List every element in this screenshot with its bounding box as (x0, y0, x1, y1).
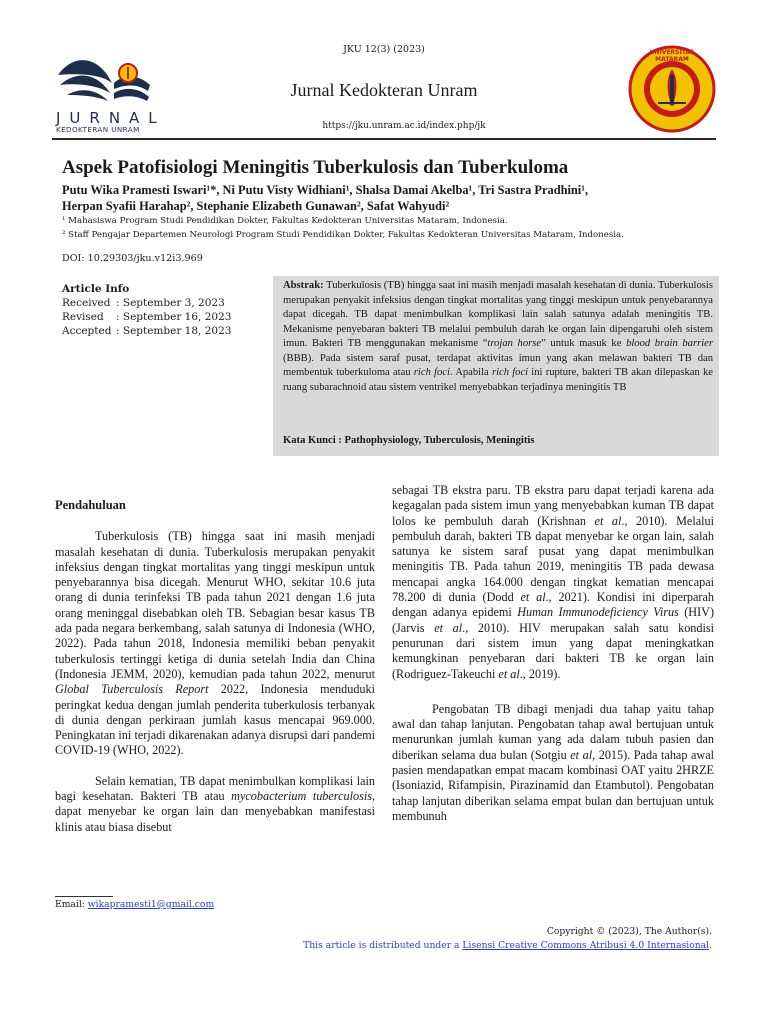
email-link[interactable]: wikapramesti1@gmail.com (87, 899, 215, 910)
logo-word: JURNAL (56, 109, 166, 127)
journal-url[interactable]: https://jku.unram.ac.id/index.php/jk (322, 121, 486, 131)
text-italic: Global Tuberculosis Report (55, 682, 209, 697)
text-italic: et al (520, 590, 546, 605)
abstract-span: ini rupture, bakteri TB akan dilepaskan ke ruang subarachnoid atau sistem ventrikel menyebabkan terjadinya meningitis TB (283, 367, 713, 393)
text-italic: Human Immunodeficiency Virus (517, 605, 679, 620)
seal-text: UNIVERSITAS MATARAM (649, 49, 695, 63)
info-value: : September 3, 2023 (116, 297, 225, 309)
authors-line-2: Herpan Syafii Harahap², Stephanie Elizabeth Gunawan², Safat Wahyudi² (62, 199, 450, 213)
email-label: Email: (55, 899, 88, 910)
article-info-title: Article Info (62, 283, 130, 295)
abstract-italic: blood brain barrier (626, 338, 713, 349)
text-italic: et al (570, 747, 593, 762)
info-received (62, 297, 225, 309)
abstract-italic: rich foci (413, 367, 450, 378)
affiliation-2: ² Staff Pengajar Departemen Neurologi Program Studi Pendidikan Dokter, Fakultas Kedokteran Universitas Mataram, Indonesia. (62, 230, 624, 240)
keywords: Kata Kunci : Pathophysiology, Tuberculosis, Meningitis (283, 435, 535, 446)
info-label: Accepted (62, 325, 112, 337)
paragraph (55, 774, 375, 835)
info-revised (62, 311, 231, 323)
doi[interactable]: DOI: 10.29303/jku.v12i3.969 (62, 253, 203, 264)
info-accepted (62, 325, 231, 337)
corresponding-email (55, 899, 214, 910)
text-span: ., 2010). HIV merupakan salah satu kondisi penurunan dari sistem imun yang dapat meningkatkan kemungkinan penyebaran dari bakteri TB ke organ lain (Rodriguez-Takeuchi (392, 620, 714, 681)
text-span: 2022, Indonesia menduduki peringkat kedua dengan jumlah penderita tuberkulosis terbanyak di dunia dengan perkiraan jumlah kasus mencapai 969.000. Peningkatan ini terjadi dikarenakan adanya disrupsi dari pandemi COVID-19 (WHO, 2022). (55, 682, 375, 758)
text-italic: mycobacterium tuberculosis, (231, 789, 375, 804)
info-label: Revised (62, 311, 104, 323)
body-column-right (392, 483, 714, 839)
text-span: dapat menyebar ke organ lain dan menyebabkan manifestasi klinis atau biasa disebut (55, 804, 375, 834)
journal-title: Jurnal Kedokteran Unram (290, 80, 478, 100)
text-span: ., 2010). Melalui pembuluh darah, bakteri TB dapat menyebar ke organ lain, salah satunya ke sistem saraf pusat yang dapat menimbulkan meningitis TB. Pada tahun 2019, meningitis TB pada dewasa mencapai angka 164.000 dengan tingkat kematian mencapai 78.200 di dunia (Dodd (392, 513, 714, 605)
authors-line-1: Putu Wika Pramesti Iswari¹*, Ni Putu Visty Widhiani¹, Shalsa Damai Akelba¹, Tri Sastra Pradhini¹, (62, 183, 589, 197)
paragraph (392, 702, 714, 824)
header-divider (52, 138, 716, 140)
logo-subword: KEDOKTERAN UNRAM (56, 125, 140, 134)
text-span: Selain kematian, TB dapat menimbulkan komplikasi lain bagi kesehatan. Bakteri TB atau (55, 773, 375, 804)
abstract-span: Tuberkulosis (TB) hingga saat ini masih menjadi masalah kesehatan di dunia. Tuberkulosis merupakan penyakit infeksius dengan tingkat mortalitas yang tinggi meskipun untuk penyebarannya dapat dicegah. TB dapat menimbulkan komplikasi lain salah satunya adalah meningitis TB. Mekanisme penyebaran bakteri TB melalui pembuluh darah ke organ lain dipengaruhi oleh sistem imun. Bakteri TB menggunakan mekanisme “ (283, 280, 713, 349)
abstract-italic: trojan horse (487, 338, 542, 349)
abstract-label: Abstrak: (283, 280, 324, 291)
text-span: ., 2019). (519, 666, 561, 681)
university-seal (628, 45, 716, 133)
license-link[interactable]: Lisensi Creative Commons Atribusi 4.0 Internasional (462, 940, 710, 951)
journal-issue: JKU 12(3) (2023) (343, 44, 425, 55)
text-span: (HIV) (Jarvis (392, 605, 715, 635)
text-span: sebagai TB ekstra paru. TB ekstra paru dapat terjadi karena ada kegagalan pada sistem imun yang menyebabkan kuman TB dapat lolos ke pembuluh darah (Krishnan (392, 483, 714, 528)
copyright: Copyright © (2023), The Author(s). (546, 926, 712, 937)
license-notice (0, 940, 712, 951)
paragraph (392, 483, 714, 682)
abstract-text (283, 279, 713, 395)
affiliation-1: ¹ Mahasiswa Program Studi Pendidikan Dokter, Fakultas Kedokteran Universitas Mataram, Indonesia. (62, 216, 508, 226)
text-italic: et al (434, 620, 463, 635)
abstract-span: (BBB). Pada sistem saraf pusat, terdapat aktivitas imun yang akan melawan bakteri TB dan membentuk tuberkuloma atau (283, 352, 713, 378)
license-prefix: This article is distributed under a (303, 940, 463, 951)
text-italic: et al (594, 513, 622, 528)
info-label: Received (62, 297, 111, 309)
paragraph (55, 529, 375, 758)
info-value: : September 18, 2023 (116, 325, 232, 337)
text-span: Tuberkulosis (TB) hingga saat ini masih menjadi masalah kesehatan di dunia. Tuberkulosis merupakan penyakit infeksius dengan tingkat mortalitas yang tinggi meskipun untuk penyebarannya bisa dicegah. Menurut WHO, sekitar 10.6 juta orang di dunia terinfeksi TB pada tahun 2021 dengan 1.6 juta orang meninggal disebabkan oleh TB. Sebagian besar kasus TB ada pada negara berkembang, salah satunya di Indonesia (WHO, 2022). Pada tahun 2018, Indonesia memiliki beban penyakit tuberkulosis tertinggi ketiga di dunia setelah India dan China (Indonesia JEMM, 2020), kemudian pada tahun 2022, menurut (55, 529, 375, 681)
abstract-span: ” untuk masuk ke (541, 338, 627, 349)
section-heading: Pendahuluan (55, 498, 126, 512)
abstract-italic: rich foci (491, 367, 529, 378)
footnote-divider (55, 896, 113, 897)
text-span: Pengobatan TB dibagi menjadi dua tahap yaitu tahap awal dan tahap lanjutan. Pengobatan tahap awal bertujuan untuk menurunkan jumlah kuman yang ada dalam tubuh pasien dan diberikan selama dua bulan (Sotgiu (392, 701, 714, 762)
text-span: , 2015). Pada tahap awal pasien mendapatkan empat macam kombinasi OAT yaitu 2HRZE (Isoniazid, Rifampisin, Pirazinamid dan Etambutol). Pengobatan tahap lanjutan diberikan selama empat bulan dan bertujuan untuk membunuh (392, 747, 714, 823)
text-span: ., 2021). Kondisi ini diperparah dengan adanya epidemi (392, 590, 714, 620)
article-title: Aspek Patofisiologi Meningitis Tuberkulosis dan Tuberkuloma (62, 157, 569, 178)
abstract-span: . Apabila (449, 367, 492, 378)
body-column-left (55, 498, 375, 850)
info-value: : September 16, 2023 (116, 311, 232, 323)
text-italic: et al (498, 666, 520, 681)
license-suffix: . (709, 940, 712, 951)
